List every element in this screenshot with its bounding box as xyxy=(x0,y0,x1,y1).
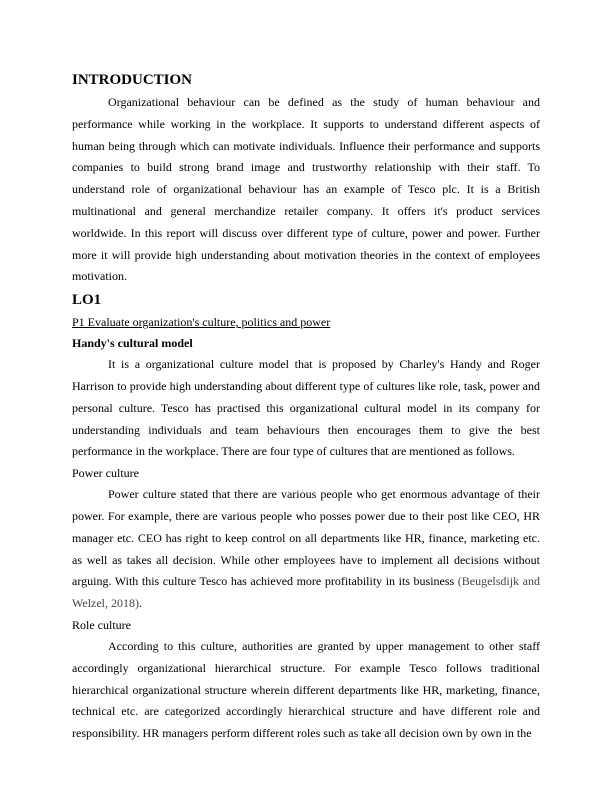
citation: (Beugelsdijk and Welzel, 2018) xyxy=(72,574,540,611)
power-culture-heading: Power culture xyxy=(72,466,139,481)
power-culture-paragraph xyxy=(72,484,540,615)
handy-model-paragraph: It is a organizational culture model that is proposed by Charley's Handy and Roger Harrison to provide high understanding about different type of cultures like role, task, power and personal culture. Tesco has practised this organizational cultural model in its company for understanding individuals and team behaviours then encourages them to give the best performance in the workplace. There are four type of cultures that are mentioned as follows. xyxy=(72,357,540,459)
power-culture-text: Power culture stated that there are various people who get enormous advantage of their power. For example, there are various people who posses power due to their post like CEO, HR manager etc. CEO has right to keep control on all departments like HR, finance, marketing etc. as well as takes all decision. While other employees have to implement all decisions without arguing. With this culture Tesco has achieved more profitability in its business xyxy=(72,487,540,589)
document-page xyxy=(72,70,540,745)
p1-title: P1 Evaluate organization's culture, politics and power xyxy=(72,315,331,330)
introduction-heading: INTRODUCTION xyxy=(72,72,193,88)
lo1-heading: LO1 xyxy=(72,292,102,309)
power-culture-end: . xyxy=(139,596,143,611)
role-culture-paragraph: According to this culture, authorities are granted by upper management to other staff accordingly organizational hierarchical structure. For example Tesco follows traditional hierarchical organizational structure wherein different departments like HR, marketing, finance, technical etc. are categorized accordingly hierarchical structure and have different role and responsibility. HR managers perform different roles such as take all decision own by own in the xyxy=(72,638,540,741)
handy-model-heading: Handy's cultural model xyxy=(72,336,193,351)
role-culture-heading: Role culture xyxy=(72,617,131,632)
introduction-paragraph: Organizational behaviour can be defined as the study of human behaviour and performance while working in the workplace. It supports to understand different aspects of human being through which can motivate individuals. Influence their performance and supports companies to build strong brand image and trustworthy relationship with their staff. To understand role of organizational behaviour has an example of Tesco plc. It is a British multinational and general merchandize retailer company. It offers it's product services worldwide. In this report will discuss over different type of culture, power and power. Further more it will provide high understanding about motivation theories in the context of employees motivation. xyxy=(72,95,540,284)
